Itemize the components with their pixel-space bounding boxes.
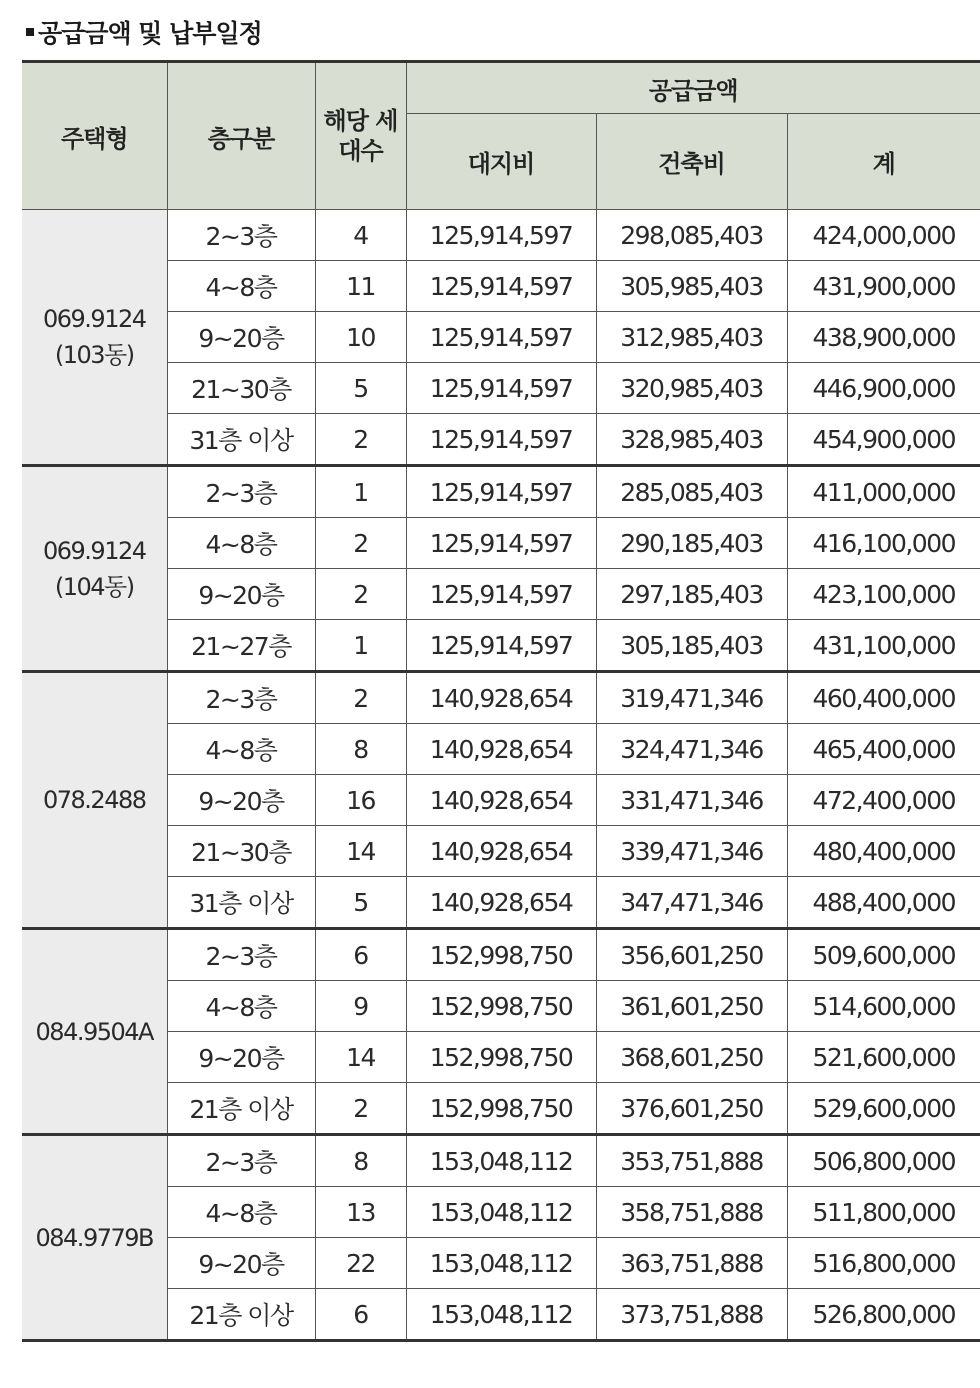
cell-floor: 4~8층 [167,518,315,569]
cell-floor: 2~3층 [167,929,315,981]
cell-land: 153,048,112 [406,1187,596,1238]
cell-total: 526,800,000 [787,1289,980,1341]
cell-building: 324,471,346 [596,724,787,775]
cell-units: 9 [315,981,406,1032]
cell-total: 509,600,000 [787,929,980,981]
cell-floor: 21층 이상 [167,1289,315,1341]
header-units: 해당 세대수 [315,62,406,210]
cell-total: 472,400,000 [787,775,980,826]
table-row [22,1135,980,1187]
cell-units: 8 [315,1135,406,1187]
table-row [22,672,980,724]
cell-land: 153,048,112 [406,1289,596,1341]
table-header [22,62,980,210]
cell-total: 416,100,000 [787,518,980,569]
cell-total: 411,000,000 [787,466,980,518]
cell-land: 140,928,654 [406,724,596,775]
cell-land: 153,048,112 [406,1238,596,1289]
cell-total: 423,100,000 [787,569,980,620]
cell-total: 460,400,000 [787,672,980,724]
cell-units: 2 [315,672,406,724]
cell-units: 2 [315,569,406,620]
cell-total: 454,900,000 [787,414,980,466]
cell-floor: 9~20층 [167,775,315,826]
cell-units: 22 [315,1238,406,1289]
cell-building: 305,185,403 [596,620,787,672]
cell-building: 285,085,403 [596,466,787,518]
cell-building: 305,985,403 [596,261,787,312]
cell-total: 431,100,000 [787,620,980,672]
cell-building: 312,985,403 [596,312,787,363]
table-row [22,210,980,261]
cell-land: 152,998,750 [406,929,596,981]
cell-land: 152,998,750 [406,1032,596,1083]
cell-building: 328,985,403 [596,414,787,466]
cell-units: 8 [315,724,406,775]
cell-floor: 9~20층 [167,569,315,620]
cell-floor: 9~20층 [167,1032,315,1083]
cell-land: 125,914,597 [406,620,596,672]
cell-floor: 21~30층 [167,363,315,414]
cell-floor: 2~3층 [167,210,315,261]
cell-total: 521,600,000 [787,1032,980,1083]
cell-land: 152,998,750 [406,981,596,1032]
cell-floor: 4~8층 [167,724,315,775]
cell-land: 140,928,654 [406,877,596,929]
cell-units: 2 [315,414,406,466]
cell-floor: 2~3층 [167,672,315,724]
cell-land: 140,928,654 [406,672,596,724]
cell-units: 6 [315,1289,406,1341]
cell-units: 13 [315,1187,406,1238]
table-row [22,929,980,981]
header-total: 계 [787,114,980,210]
cell-type: 084.9504A [22,929,167,1135]
cell-land: 125,914,597 [406,312,596,363]
cell-units: 5 [315,363,406,414]
cell-building: 363,751,888 [596,1238,787,1289]
supply-price-table [22,60,980,1342]
header-land: 대지비 [406,114,596,210]
cell-floor: 4~8층 [167,981,315,1032]
cell-building: 376,601,250 [596,1083,787,1135]
bullet-square-icon [26,28,34,36]
cell-building: 331,471,346 [596,775,787,826]
cell-floor: 2~3층 [167,466,315,518]
cell-total: 514,600,000 [787,981,980,1032]
cell-building: 297,185,403 [596,569,787,620]
cell-total: 446,900,000 [787,363,980,414]
cell-units: 10 [315,312,406,363]
cell-type: 069.9124 (104동) [22,466,167,672]
cell-total: 480,400,000 [787,826,980,877]
cell-floor: 21층 이상 [167,1083,315,1135]
cell-building: 320,985,403 [596,363,787,414]
cell-floor: 31층 이상 [167,877,315,929]
cell-floor: 31층 이상 [167,414,315,466]
cell-units: 4 [315,210,406,261]
cell-land: 125,914,597 [406,518,596,569]
header-floor: 층구분 [167,62,315,210]
cell-units: 2 [315,518,406,569]
cell-units: 2 [315,1083,406,1135]
cell-building: 358,751,888 [596,1187,787,1238]
header-building: 건축비 [596,114,787,210]
cell-building: 319,471,346 [596,672,787,724]
cell-total: 506,800,000 [787,1135,980,1187]
cell-land: 140,928,654 [406,826,596,877]
cell-total: 431,900,000 [787,261,980,312]
header-supply-price: 공급금액 [406,62,980,114]
cell-total: 465,400,000 [787,724,980,775]
cell-units: 14 [315,826,406,877]
cell-land: 125,914,597 [406,569,596,620]
cell-land: 125,914,597 [406,363,596,414]
cell-land: 125,914,597 [406,261,596,312]
cell-floor: 21~30층 [167,826,315,877]
header-type: 주택형 [22,62,167,210]
table-row [22,466,980,518]
cell-land: 125,914,597 [406,414,596,466]
cell-land: 140,928,654 [406,775,596,826]
cell-floor: 2~3층 [167,1135,315,1187]
cell-floor: 4~8층 [167,261,315,312]
cell-building: 339,471,346 [596,826,787,877]
table-body [22,210,980,1341]
cell-building: 353,751,888 [596,1135,787,1187]
page-title [26,14,262,50]
cell-type: 069.9124 (103동) [22,210,167,466]
cell-floor: 4~8층 [167,1187,315,1238]
cell-land: 125,914,597 [406,466,596,518]
cell-type: 078.2488 [22,672,167,929]
cell-type: 084.9779B [22,1135,167,1341]
cell-building: 361,601,250 [596,981,787,1032]
cell-total: 529,600,000 [787,1083,980,1135]
cell-building: 356,601,250 [596,929,787,981]
cell-building: 298,085,403 [596,210,787,261]
cell-building: 368,601,250 [596,1032,787,1083]
cell-land: 153,048,112 [406,1135,596,1187]
cell-units: 1 [315,620,406,672]
cell-floor: 21~27층 [167,620,315,672]
cell-building: 347,471,346 [596,877,787,929]
cell-units: 6 [315,929,406,981]
cell-total: 511,800,000 [787,1187,980,1238]
cell-total: 438,900,000 [787,312,980,363]
cell-total: 516,800,000 [787,1238,980,1289]
cell-floor: 9~20층 [167,312,315,363]
cell-floor: 9~20층 [167,1238,315,1289]
cell-units: 11 [315,261,406,312]
cell-total: 424,000,000 [787,210,980,261]
cell-building: 290,185,403 [596,518,787,569]
cell-land: 152,998,750 [406,1083,596,1135]
cell-units: 14 [315,1032,406,1083]
cell-land: 125,914,597 [406,210,596,261]
page-title-text: 공급금액 및 납부일정 [38,19,262,48]
cell-units: 1 [315,466,406,518]
cell-units: 5 [315,877,406,929]
cell-total: 488,400,000 [787,877,980,929]
cell-building: 373,751,888 [596,1289,787,1341]
cell-units: 16 [315,775,406,826]
